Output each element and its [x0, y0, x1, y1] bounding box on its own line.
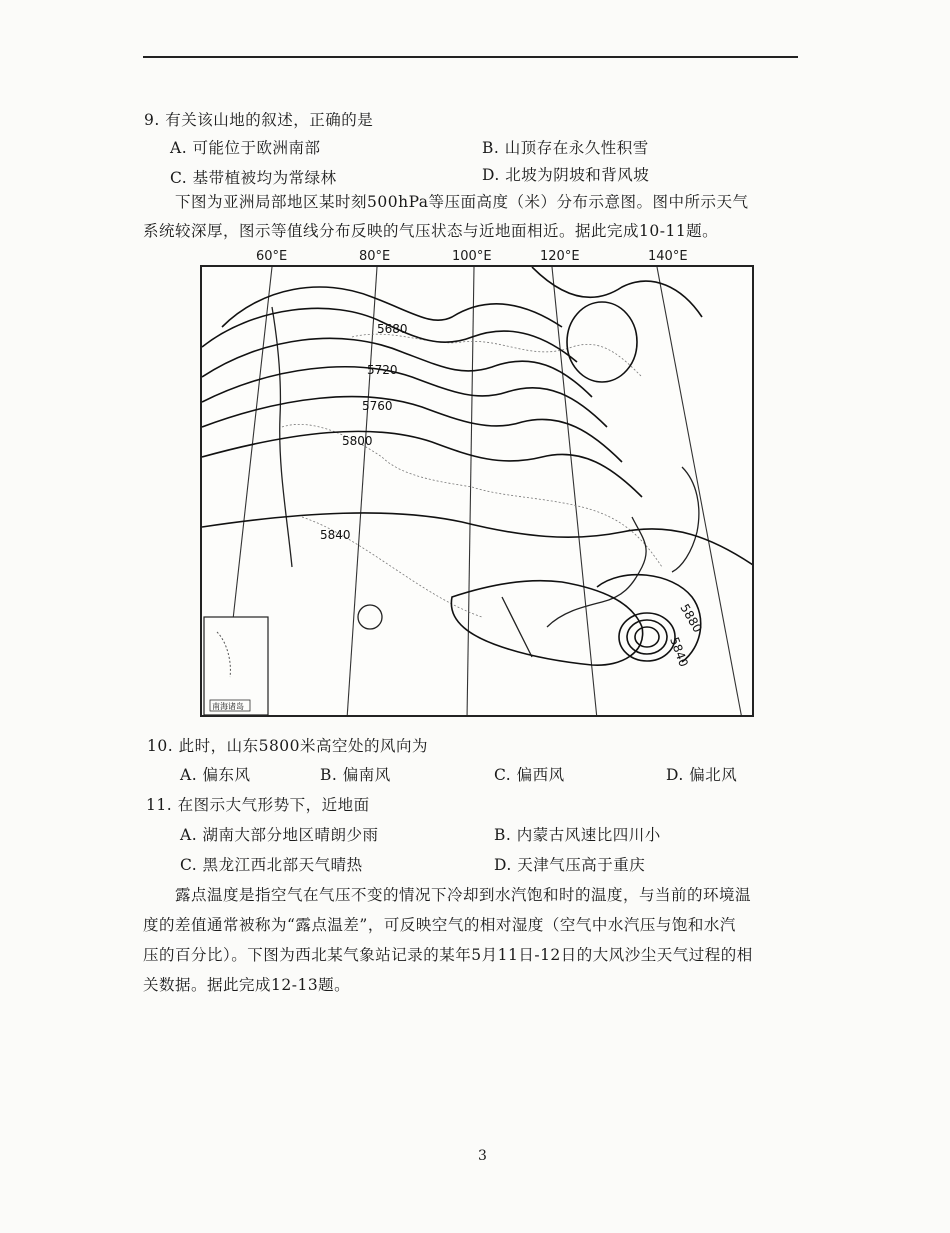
intro2-line4: 关数据。据此完成12-13题。 [143, 976, 351, 994]
lon-label-140: 140°E [648, 249, 688, 264]
header-rule [143, 56, 798, 58]
coastline [272, 307, 699, 657]
label-5720: 5720 [367, 363, 398, 377]
q9-stem: 9. 有关该山地的叙述，正确的是 [144, 111, 374, 129]
lon-label-100: 100°E [452, 249, 492, 264]
intro1-line1: 下图为亚洲局部地区某时刻500hPa等压面高度（米）分布示意图。图中所示天气 [175, 193, 749, 211]
q10-option-b: B. 偏南风 [320, 766, 391, 784]
contour-top-east [532, 267, 702, 317]
border-mid [282, 424, 582, 507]
intro2-line1: 露点温度是指空气在气压不变的情况下冷却到水汽饱和时的温度，与当前的环境温 [175, 886, 752, 904]
map-svg [202, 267, 754, 717]
page-number: 3 [478, 1148, 487, 1164]
isobaric-height-map [200, 265, 754, 717]
q11-stem: 11. 在图示大气形势下，近地面 [146, 796, 370, 814]
intro2-line2: 度的差值通常被称为“露点温差”，可反映空气的相对湿度（空气中水汽压与饱和水汽 [143, 916, 736, 934]
meridian-100e [467, 267, 474, 717]
mountain-marker [358, 605, 382, 629]
q11-option-a: A. 湖南大部分地区晴朗少雨 [180, 826, 379, 844]
intro1-line2: 系统较深厚，图示等值线分布反映的气压状态与近地面相近。据此完成10-11题。 [143, 222, 719, 240]
contour-outer-1 [222, 287, 562, 327]
label-5840-west: 5840 [320, 528, 351, 542]
contour-5840-a [202, 513, 754, 567]
q11-option-c: C. 黑龙江西北部天气晴热 [180, 856, 363, 874]
q10-option-d: D. 偏北风 [666, 766, 738, 784]
lon-label-60: 60°E [256, 249, 288, 264]
south-sea-inset [204, 617, 268, 715]
border-east [582, 507, 662, 567]
meridian-140e [657, 267, 742, 717]
contour-5720 [202, 367, 607, 427]
lon-label-80: 80°E [359, 249, 391, 264]
contour-5840-b [451, 581, 642, 666]
contour-5760 [202, 397, 622, 462]
q10-option-a: A. 偏东风 [180, 766, 251, 784]
q11-option-b: B. 内蒙古风速比四川小 [494, 826, 661, 844]
meridian-120e [552, 267, 597, 717]
q9-option-c: C. 基带植被均为常绿林 [170, 169, 337, 187]
label-5800: 5800 [342, 434, 373, 448]
q9-option-d: D. 北坡为阴坡和背风坡 [482, 166, 650, 184]
coast-japan [672, 467, 699, 572]
q11-option-d: D. 天津气压高于重庆 [494, 856, 646, 874]
lon-label-120: 120°E [540, 249, 580, 264]
label-5680: 5680 [377, 322, 408, 336]
low-centre-north [567, 302, 637, 382]
label-5760: 5760 [362, 399, 393, 413]
label-5840-east: 5840 [667, 635, 691, 669]
q10-stem: 10. 此时，山东5800米高空处的风向为 [147, 737, 429, 755]
inset-label: 南海诸岛 [212, 702, 244, 711]
q10-option-c: C. 偏西风 [494, 766, 565, 784]
q9-option-a: A. 可能位于欧洲南部 [170, 139, 321, 157]
contour-lines [202, 267, 754, 665]
contour-5800 [202, 431, 642, 497]
intro2-line3: 压的百分比）。下图为西北某气象站记录的某年5月11日-12日的大风沙尘天气过程的相 [143, 946, 753, 964]
label-5880: 5880 [677, 601, 705, 635]
typhoon-ring-3 [635, 627, 659, 647]
typhoon-ring-2 [627, 620, 667, 654]
q9-option-b: B. 山顶存在永久性积雪 [482, 139, 649, 157]
